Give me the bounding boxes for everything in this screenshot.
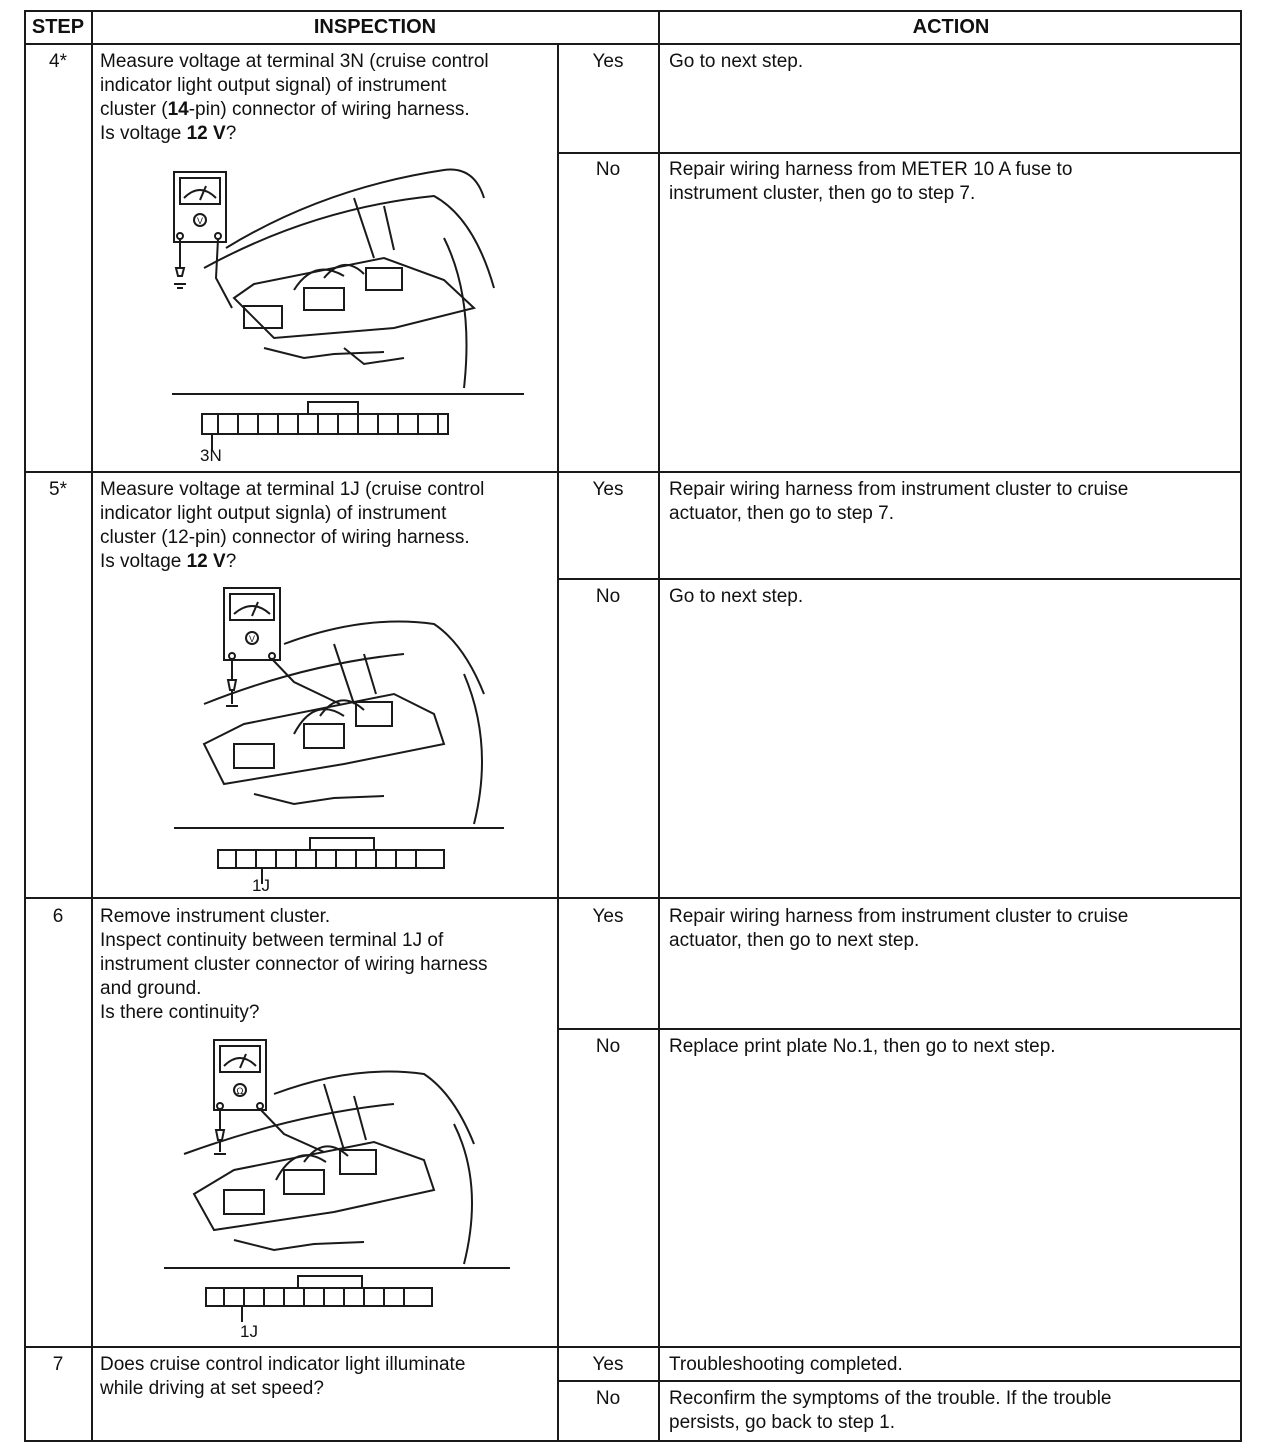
yes-no-divider bbox=[557, 1028, 1242, 1030]
yes-action: Troubleshooting completed. bbox=[669, 1354, 903, 1375]
measurement-illustration bbox=[144, 584, 524, 844]
yes-label: Yes bbox=[592, 51, 624, 72]
terminal-label: 1J bbox=[240, 1322, 258, 1341]
yes-no-divider bbox=[557, 578, 1242, 580]
header-step: STEP bbox=[31, 16, 85, 38]
table-border-right bbox=[1240, 10, 1242, 1442]
yes-no-divider bbox=[557, 152, 1242, 154]
no-action: Go to next step. bbox=[669, 586, 804, 607]
yes-label: Yes bbox=[592, 906, 624, 927]
yes-label: Yes bbox=[592, 479, 624, 500]
no-label: No bbox=[595, 1388, 621, 1409]
yes-no-divider bbox=[557, 1380, 1242, 1382]
row-divider bbox=[24, 1346, 1242, 1348]
ohmmeter-icon bbox=[214, 1040, 266, 1110]
terminal-label: 3N bbox=[200, 446, 222, 465]
no-action: Replace print plate No.1, then go to next step. bbox=[669, 1036, 1056, 1057]
no-label: No bbox=[595, 1036, 621, 1057]
no-label: No bbox=[595, 159, 621, 180]
svg-text:Ω: Ω bbox=[236, 1087, 244, 1097]
voltmeter-icon bbox=[174, 172, 226, 242]
no-label: No bbox=[595, 586, 621, 607]
inspection-question: Is voltage 12 V? bbox=[100, 123, 237, 144]
row-divider bbox=[24, 897, 1242, 899]
step-number: 7 bbox=[52, 1354, 64, 1375]
yes-action: Go to next step. bbox=[669, 51, 804, 72]
svg-text:V: V bbox=[196, 216, 204, 226]
step-number: 5* bbox=[49, 479, 67, 500]
step-number: 6 bbox=[52, 906, 64, 927]
connector-diagram bbox=[196, 398, 456, 458]
inspection-line: Measure voltage at terminal 3N (cruise control bbox=[100, 51, 489, 72]
row-divider bbox=[24, 471, 1242, 473]
step-number: 4* bbox=[49, 51, 67, 72]
header-action: ACTION bbox=[912, 16, 990, 38]
header-inspection: INSPECTION bbox=[313, 16, 437, 38]
voltmeter-icon bbox=[224, 588, 280, 660]
inspection-text: Measure voltage at terminal 1J (cruise control indicator light output signla) of instrument cluster (12-pin) connector of wiring harness. Is voltage 12 V? bbox=[100, 478, 552, 574]
svg-text:V: V bbox=[248, 634, 256, 644]
header-divider bbox=[24, 43, 1242, 45]
connector-diagram bbox=[212, 834, 452, 894]
yes-action: Repair wiring harness from instrument cluster to cruise actuator, then go to next step. bbox=[669, 906, 1129, 951]
inspection-line: indicator light output signal) of instrument bbox=[100, 75, 447, 96]
connector-diagram bbox=[200, 1272, 440, 1332]
measurement-illustration bbox=[134, 1034, 514, 1284]
table-border-left bbox=[24, 10, 26, 1442]
terminal-label: 1J bbox=[252, 876, 270, 895]
inspection-text bbox=[100, 50, 552, 146]
troubleshooting-table bbox=[24, 10, 1242, 1442]
inspection-line: cluster (14-pin) connector of wiring harness. bbox=[100, 99, 470, 120]
inspection-text: Remove instrument cluster. Inspect continuity between terminal 1J of instrument cluster connector of wiring harness and ground. Is there continuity? bbox=[100, 905, 552, 1025]
answer-column-divider bbox=[557, 44, 559, 1442]
inspection-column-divider bbox=[658, 10, 660, 1442]
no-action: Reconfirm the symptoms of the trouble. If the trouble persists, go back to step 1. bbox=[669, 1388, 1112, 1433]
inspection-question: Is there continuity? bbox=[100, 1002, 260, 1023]
yes-label: Yes bbox=[592, 1354, 624, 1375]
inspection-question: Is voltage 12 V? bbox=[100, 551, 237, 572]
table-border-bottom bbox=[24, 1440, 1242, 1442]
inspection-text: Does cruise control indicator light illuminate while driving at set speed? bbox=[100, 1354, 466, 1399]
no-action: Repair wiring harness from METER 10 A fuse to instrument cluster, then go to step 7. bbox=[669, 159, 1073, 204]
step-column-divider bbox=[91, 10, 93, 1442]
yes-action: Repair wiring harness from instrument cluster to cruise actuator, then go to step 7. bbox=[669, 479, 1129, 524]
